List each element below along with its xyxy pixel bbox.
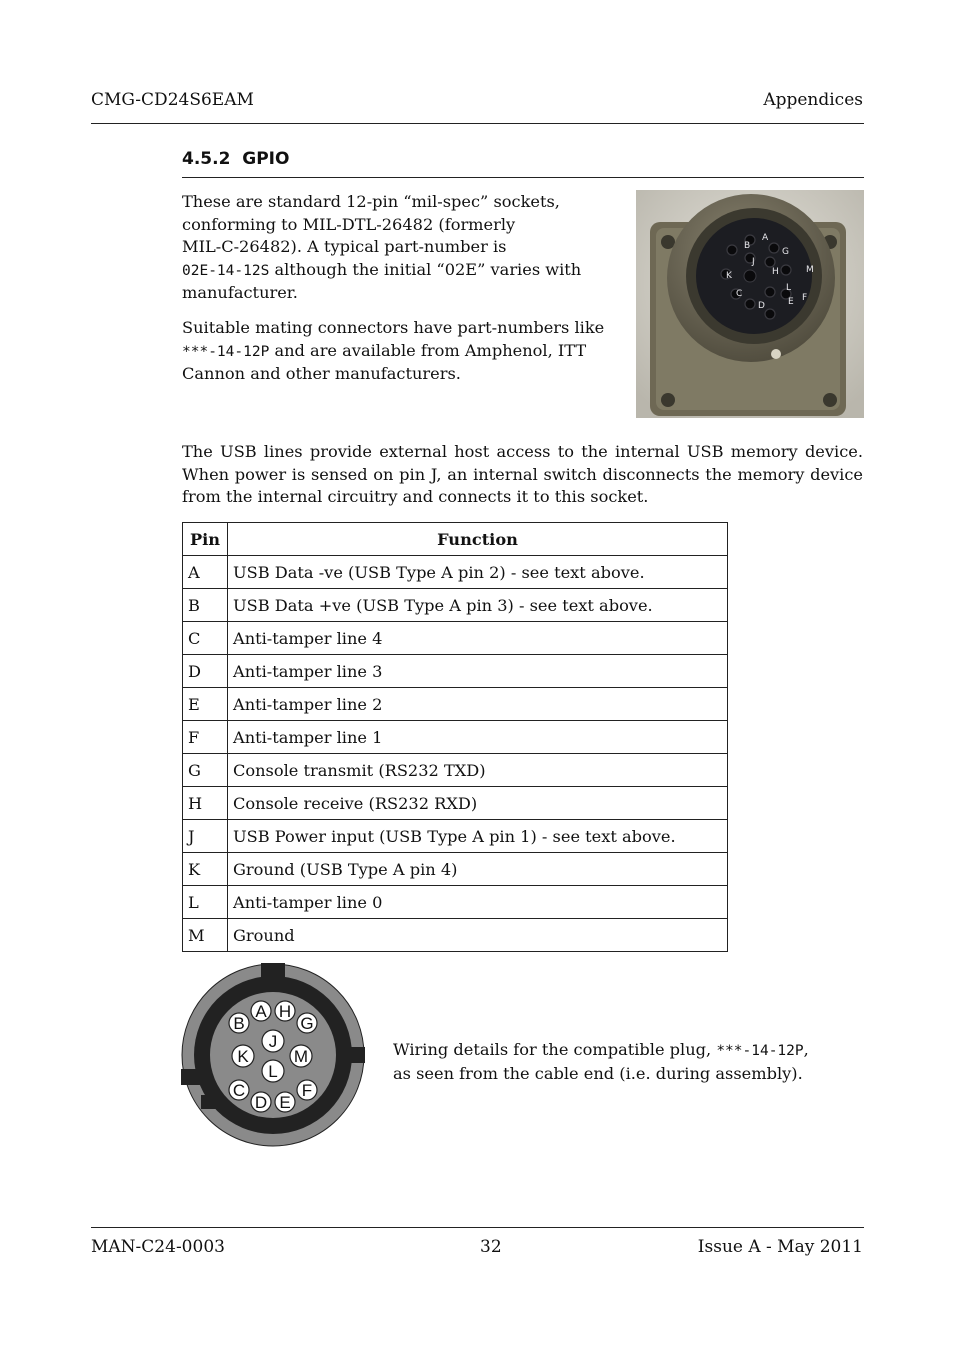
section-number: 4.5.2	[182, 149, 231, 169]
function-cell: Anti-tamper line 1	[228, 721, 728, 754]
photo-pin-label: B	[744, 241, 751, 251]
socket-photo-graphic	[636, 190, 864, 418]
table-row	[183, 886, 728, 919]
intro-line: conforming to MIL-DTL-26482 (formerly	[182, 214, 516, 234]
intro-line: Suitable mating connectors have part-numbers like	[182, 318, 605, 337]
table-row	[183, 589, 728, 622]
plug-pin-label: A	[255, 1002, 267, 1021]
pin-cell: L	[183, 886, 228, 919]
footer-doc-number: MAN-C24-0003	[91, 1237, 225, 1257]
photo-pin-label: L	[786, 283, 792, 293]
table-row	[183, 655, 728, 688]
usb-paragraph: The USB lines provide external host access to the internal USB memory device. When power is sensed on pin J, an internal switch disconnects the memory device from the internal circuitry and connects it to this socket.	[182, 442, 863, 506]
photo-pin-label: M	[806, 265, 814, 275]
function-cell: USB Power input (USB Type A pin 1) - see text above.	[228, 820, 728, 853]
photo-pin-label: G	[782, 247, 789, 257]
page-number: 32	[480, 1237, 502, 1257]
section-rule	[182, 177, 864, 178]
header-pin: Pin	[183, 523, 228, 556]
plug-pin-label: B	[233, 1014, 245, 1033]
photo-pin-label: H	[772, 267, 779, 277]
socket-photo	[636, 190, 864, 418]
photo-pin-label: C	[736, 289, 743, 299]
plug-pin-label: H	[278, 1002, 292, 1021]
intro-line	[182, 340, 632, 364]
plug-part-code: ***-14-12P	[716, 1043, 804, 1059]
plug-pin-label: C	[232, 1081, 246, 1100]
caption-text: Wiring details for the compatible plug,	[393, 1040, 717, 1059]
plug-pin-label: J	[268, 1032, 278, 1051]
section-title	[182, 149, 289, 169]
photo-pin-label: E	[788, 297, 794, 307]
plug-pin-label: K	[237, 1047, 249, 1066]
function-cell: Anti-tamper line 4	[228, 622, 728, 655]
table-row	[183, 919, 728, 952]
intro-text: although the initial “02E” varies with	[269, 259, 582, 279]
plug-pin-label: G	[300, 1014, 314, 1033]
table-header-row	[183, 523, 728, 556]
intro-line	[182, 259, 632, 283]
table-row	[183, 787, 728, 820]
pin-cell: G	[183, 754, 228, 787]
function-cell: Anti-tamper line 3	[228, 655, 728, 688]
mating-part-code: ***-14-12P	[182, 343, 270, 360]
plug-caption	[393, 1039, 863, 1085]
function-cell: USB Data -ve (USB Type A pin 2) - see text above.	[228, 556, 728, 589]
table-row	[183, 556, 728, 589]
plug-pin-label: D	[254, 1093, 268, 1112]
header-doc-id: CMG-CD24S6EAM	[91, 90, 254, 110]
function-cell: Ground	[228, 919, 728, 952]
header-chapter: Appendices	[763, 90, 863, 110]
caption-line: as seen from the cable end (i.e. during assembly).	[393, 1063, 803, 1083]
table-row	[183, 754, 728, 787]
function-cell: Console receive (RS232 RXD)	[228, 787, 728, 820]
photo-pin-label: J	[752, 257, 755, 267]
pin-function-table	[182, 522, 728, 952]
pin-cell: B	[183, 589, 228, 622]
header-function: Function	[228, 523, 728, 556]
table-row	[183, 853, 728, 886]
pin-cell: A	[183, 556, 228, 589]
photo-pin-label: K	[726, 271, 732, 281]
intro-line: Cannon and other manufacturers.	[182, 364, 461, 383]
table-row	[183, 622, 728, 655]
intro-paragraph-1	[182, 191, 632, 305]
plug-pin-label: F	[301, 1081, 313, 1100]
photo-pin-label: A	[762, 233, 769, 243]
function-cell: Ground (USB Type A pin 4)	[228, 853, 728, 886]
pin-cell: M	[183, 919, 228, 952]
part-number-code: 02E-14-12S	[182, 262, 270, 279]
function-cell: Anti-tamper line 0	[228, 886, 728, 919]
footer-rule	[91, 1227, 864, 1228]
plug-pin-label: E	[279, 1093, 291, 1112]
plug-pin-label: M	[293, 1047, 309, 1066]
table-row	[183, 688, 728, 721]
caption-line	[393, 1039, 863, 1063]
pin-cell: K	[183, 853, 228, 886]
intro-paragraph-2	[182, 317, 632, 386]
plug-wiring-diagram	[181, 963, 365, 1147]
intro-line: MIL-C-26482). A typical part-number is	[182, 237, 507, 256]
photo-pin-label: F	[802, 293, 808, 303]
header-rule	[91, 123, 864, 124]
caption-text: ,	[803, 1040, 809, 1059]
function-cell: Anti-tamper line 2	[228, 688, 728, 721]
function-cell: Console transmit (RS232 TXD)	[228, 754, 728, 787]
pin-cell: C	[183, 622, 228, 655]
pin-cell: J	[183, 820, 228, 853]
plug-pin-label: L	[268, 1062, 278, 1081]
section-name: GPIO	[242, 149, 290, 169]
intro-line: manufacturer.	[182, 283, 298, 302]
pin-cell: D	[183, 655, 228, 688]
table-row	[183, 721, 728, 754]
table-row	[183, 820, 728, 853]
intro-text: and are available from Amphenol, ITT	[269, 340, 587, 360]
function-cell: USB Data +ve (USB Type A pin 3) - see text above.	[228, 589, 728, 622]
pin-cell: E	[183, 688, 228, 721]
pin-cell: H	[183, 787, 228, 820]
pin-cell: F	[183, 721, 228, 754]
photo-pin-label: D	[758, 301, 765, 311]
intro-line: These are standard 12-pin “mil-spec” sockets,	[182, 192, 560, 211]
footer-issue: Issue A - May 2011	[697, 1237, 863, 1257]
